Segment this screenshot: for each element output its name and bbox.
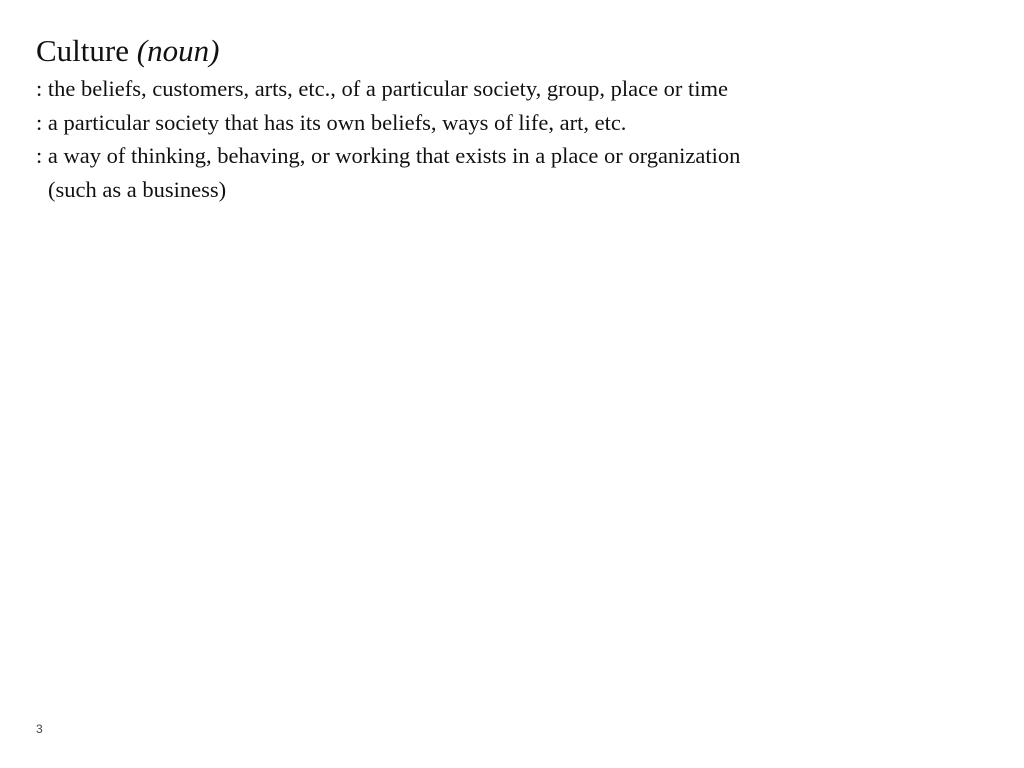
- term-heading: [36, 30, 996, 72]
- definition-3-continuation: (such as a business): [48, 176, 227, 202]
- part-of-speech: (noun): [136, 33, 220, 68]
- definition-block: [36, 30, 996, 206]
- definition-1: : the beliefs, customers, arts, etc., of a particular society, group, place or time: [36, 76, 729, 101]
- slide-number: 3: [36, 722, 43, 736]
- term-word: Culture: [36, 33, 129, 68]
- definition-3: : a way of thinking, behaving, or working that exists in a place or organization: [36, 143, 741, 168]
- definition-2: : a particular society that has its own beliefs, ways of life, art, etc.: [36, 109, 627, 135]
